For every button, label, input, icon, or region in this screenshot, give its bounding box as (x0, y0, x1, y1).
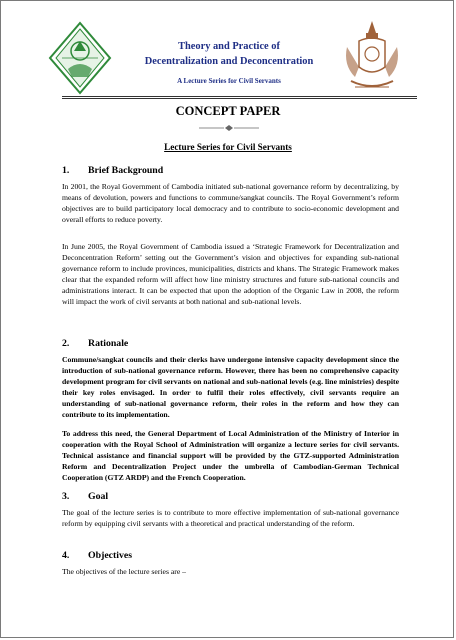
series-title: Lecture Series for Civil Servants (164, 142, 292, 152)
section-1-title: Brief Background (88, 165, 164, 176)
section-4-paragraph-1: The objectives of the lecture series are – (62, 567, 187, 576)
ornament-divider-icon (199, 124, 259, 132)
royal-crest-logo (341, 17, 403, 97)
section-1-paragraph-2: In June 2005, the Royal Government of Cambodia issued a ‘Strategic Framework for Decentralization and Deconcentration Reform’ setting out the Government’s vision and objectives for expanding sub-national governance reform to include provinces, municipalities, districts and khans. The Strategic Framework makes clear that the expanded reform will affect how line ministry structures and future sub-national councils and administrations interact. It can be expected that upon the adoption of the Organic Law in 2008, the reform will impact the work of civil servants at both national and sub-national levels. (62, 242, 399, 306)
section-3-number: 3. (62, 491, 70, 502)
section-2-paragraph-1: Commune/sangkat councils and their clerks have undergone intensive capacity development since the introduction of sub-national governance reform. However, there has been no comprehensive capacity development program for civil servants on national and sub-national levels (e.g. line ministries) despite their key roles envisaged. In order to fulfil their roles effectively, civil servants require an understanding of sub-national governance reform, their roles in the reform and how they can contribute to its implementation. (62, 355, 399, 419)
section-3-paragraph-1: The goal of the lecture series is to contribute to more effective implementation of sub-national governance reform by equipping civil servants with a theoretical and practical understanding of the reform. (62, 508, 399, 528)
section-4-number: 4. (62, 550, 70, 561)
section-4-title: Objectives (88, 550, 133, 561)
section-2-paragraph-2: To address this need, the General Department of Local Administration of the Ministry of Interior in cooperation with the Royal School of Administration will organize a lecture series for civil servants. Technical assistance and financial support will be provided by the GTZ-supported Administration Reform and Decentralization Project under the umbrella of Cambodian-German Technical Cooperation (GTZ ARDP) and the French Cooperation. (62, 429, 399, 482)
section-2-heading (62, 338, 128, 349)
header-subtitle: A Lecture Series for Civil Servants (177, 77, 281, 85)
header-divider-top (62, 96, 417, 97)
section-4-heading (62, 550, 132, 561)
section-3-title: Goal (88, 491, 109, 502)
section-1-number: 1. (62, 165, 70, 176)
header-title-line-2: Decentralization and Deconcentration (144, 56, 314, 67)
section-1-heading (62, 165, 163, 176)
section-2-title: Rationale (88, 338, 129, 349)
header-title-line-1: Theory and Practice of (178, 41, 280, 52)
header-title (111, 39, 347, 69)
section-3-heading (62, 491, 108, 502)
section-1-paragraph-1: In 2001, the Royal Government of Cambodia initiated sub-national governance reform by decentralizing, by means of devolution, powers and functions to commune/sangkat councils. The Royal Government’s reform objectives are to build participatory local democracy and to contribute to socio-economic development and overall efforts to reduce poverty. (62, 182, 399, 224)
green-emblem-logo (48, 21, 112, 95)
document-heading: CONCEPT PAPER (175, 104, 281, 118)
header-divider-bottom (62, 98, 417, 99)
section-2-number: 2. (62, 338, 70, 349)
